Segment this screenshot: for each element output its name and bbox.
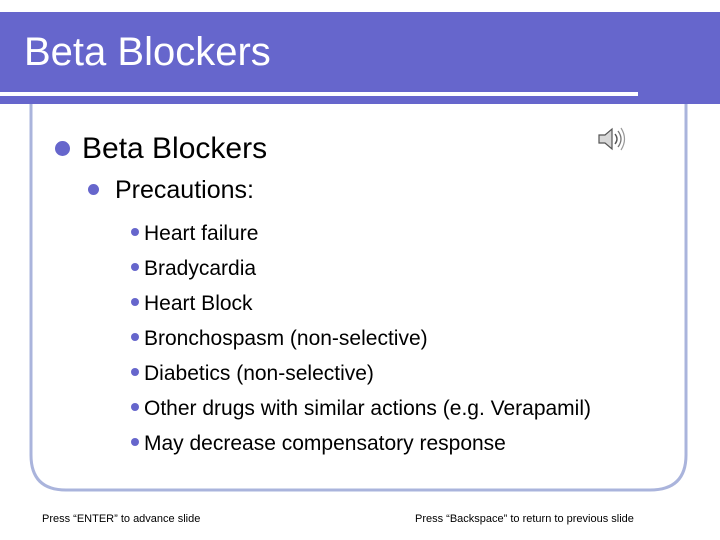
list-item [131,426,591,461]
list-item-text: Other drugs with similar actions (e.g. Verapamil) [144,397,591,420]
heading-text: Beta Blockers [82,132,268,165]
subheading-text: Precautions: [115,176,254,204]
bullet-icon [131,228,139,236]
list-item [131,216,591,251]
list-item [131,251,591,286]
bullet-icon [131,298,139,306]
bullet-icon [131,333,139,341]
precautions-list [131,216,591,461]
list-item [131,286,591,321]
speaker-icon[interactable] [596,125,626,153]
list-item-text: Heart failure [144,222,259,245]
list-item [131,391,591,426]
list-item [131,321,591,356]
list-item [131,356,591,391]
heading-level-2 [88,178,254,203]
bullet-icon [131,403,139,411]
footer-advance-hint: Press “ENTER” to advance slide [42,513,201,525]
bullet-icon [55,141,70,156]
bullet-icon [131,263,139,271]
slide-title: Beta Blockers [24,30,271,74]
list-item-text: Bronchospasm (non-selective) [144,327,428,350]
bullet-icon [131,368,139,376]
list-item-text: May decrease compensatory response [144,432,506,455]
bullet-icon [131,438,139,446]
heading-level-1 [55,134,267,164]
list-item-text: Heart Block [144,292,253,315]
footer-back-hint: Press “Backspace” to return to previous slide [415,513,634,525]
list-item-text: Diabetics (non-selective) [144,362,374,385]
title-underline [0,92,638,96]
list-item-text: Bradycardia [144,257,257,280]
bullet-icon [88,184,99,195]
